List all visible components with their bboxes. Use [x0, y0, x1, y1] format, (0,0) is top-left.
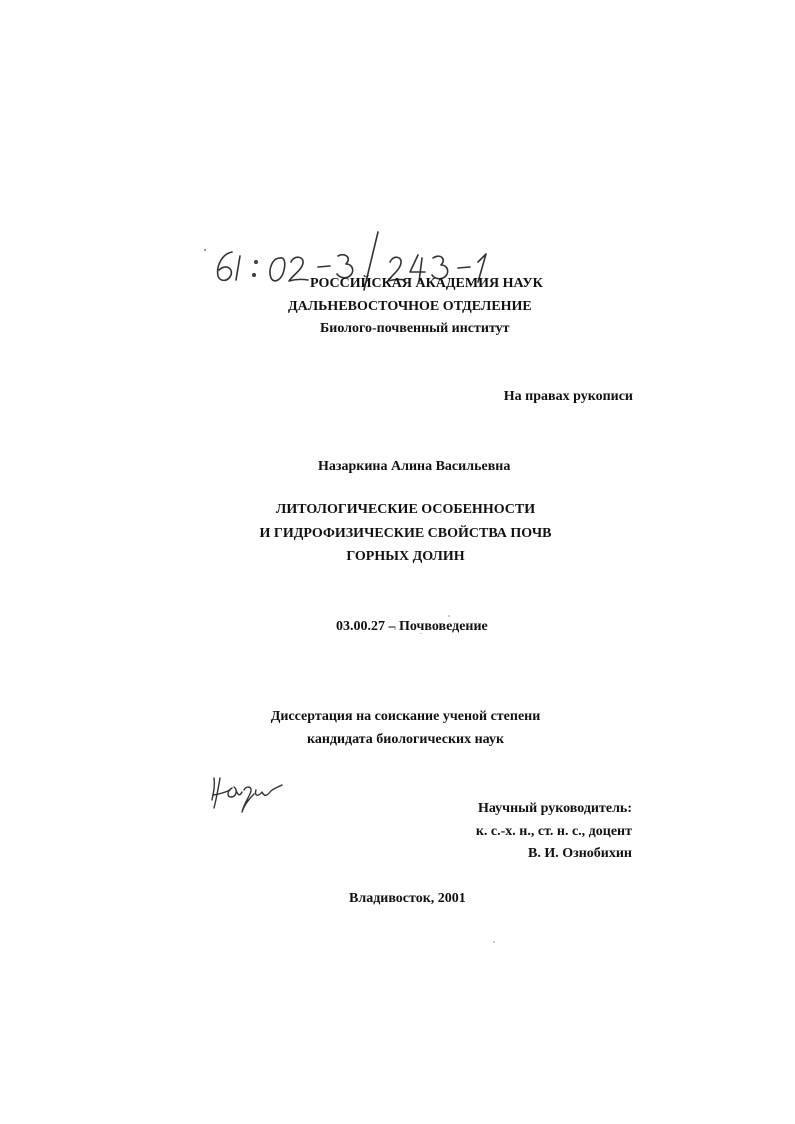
academy-name: РОССИЙСКАЯ АКАДЕМИЯ НАУК [310, 276, 543, 291]
thesis-title-line-3: ГОРНЫХ ДОЛИН [346, 549, 465, 564]
advisor-label: Научный руководитель: [478, 801, 632, 816]
scan-speck [493, 941, 495, 943]
scan-speck [448, 615, 450, 617]
degree-line-1: Диссертация на соискание ученой степени [270, 709, 541, 724]
advisor-name: В. И. Ознобихин [527, 846, 632, 861]
author-name: Назаркина Алина Васильевна [318, 459, 511, 474]
rights-note: На правах рукописи [503, 389, 633, 404]
advisor-credentials: к. с.-х. н., ст. н. с., доцент [475, 824, 632, 839]
degree-line-2: кандидата биологических наук [306, 732, 505, 747]
thesis-title-line-1: ЛИТОЛОГИЧЕСКИЕ ОСОБЕННОСТИ [275, 502, 536, 517]
branch-name: ДАЛЬНЕВОСТОЧНОЕ ОТДЕЛЕНИЕ [288, 299, 532, 314]
place-year: Владивосток, 2001 [349, 891, 466, 906]
specialty-code: 03.00.27 – Почвоведение [336, 619, 488, 634]
thesis-title-line-2: И ГИДРОФИЗИЧЕСКИЕ СВОЙСТВА ПОЧВ [259, 526, 552, 541]
institute-name: Биолого-почвенный институт [320, 321, 510, 336]
